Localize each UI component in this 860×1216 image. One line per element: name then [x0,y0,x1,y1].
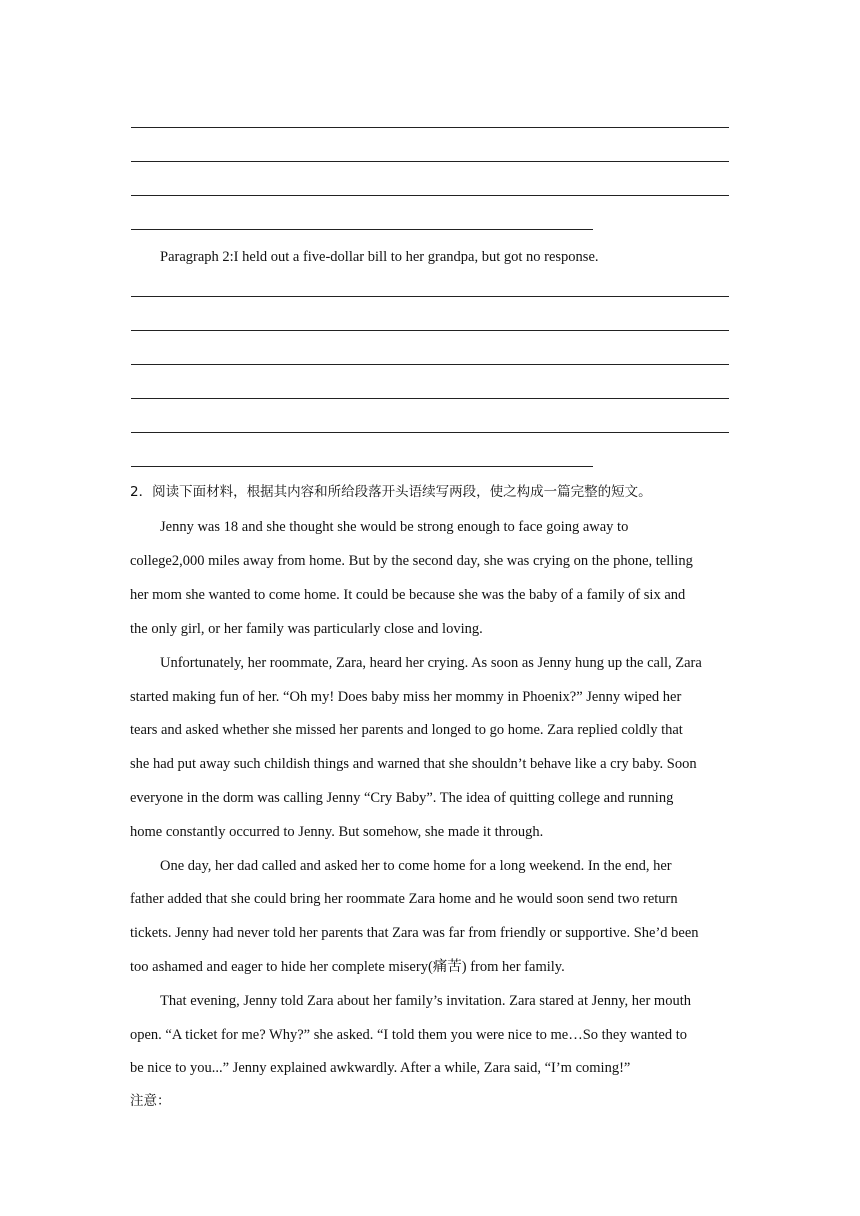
passage-line: open. “A ticket for me? Why?” she asked. “I told them you were nice to me…So they wanted to [130,1027,688,1043]
passage-line: tickets. Jenny had never told her parents that Zara was far from friendly or supportive. She’d been [130,925,699,941]
answer-line[interactable] [131,127,729,128]
passage-line: That evening, Jenny told Zara about her family’s invitation. Zara stared at Jenny, her mouth [160,993,691,1009]
passage-line: started making fun of her. “Oh my! Does baby miss her mommy in Phoenix?” Jenny wiped her [130,689,682,705]
answer-line[interactable] [131,466,593,467]
answer-line[interactable] [131,161,729,162]
passage-line: One day, her dad called and asked her to come home for a long weekend. In the end, her [160,858,672,874]
answer-line[interactable] [131,229,593,230]
passage-line: tears and asked whether she missed her parents and longed to go home. Zara replied coldly that [130,722,683,738]
passage-line: the only girl, or her family was particularly close and loving. [130,621,483,637]
passage-line: be nice to you...” Jenny explained awkwardly. After a while, Zara said, “I’m coming!” [130,1060,631,1076]
passage-line: Unfortunately, her roommate, Zara, heard her crying. As soon as Jenny hung up the call, Zara [160,655,702,671]
passage-line: Jenny was 18 and she thought she would be strong enough to face going away to [160,519,629,535]
passage-line: her mom she wanted to come home. It could be because she was the baby of a family of six and [130,587,686,603]
passage-line: everyone in the dorm was calling Jenny “Cry Baby”. The idea of quitting college and running [130,790,674,806]
passage-line: she had put away such childish things and warned that she shouldn’t behave like a cry baby. Soon [130,756,697,772]
passage-line: too ashamed and eager to hide her complete misery(痛苦) from her family. [130,959,565,975]
answer-line[interactable] [131,364,729,365]
paragraph-2-prompt: Paragraph 2:I held out a five-dollar bill to her grandpa, but got no response. [160,249,599,265]
passage-line: college2,000 miles away from home. But by the second day, she was crying on the phone, telling [130,553,693,569]
answer-line[interactable] [131,296,729,297]
answer-line[interactable] [131,432,729,433]
passage-line: father added that she could bring her roommate Zara home and he would soon send two return [130,891,678,907]
answer-line[interactable] [131,330,729,331]
answer-line[interactable] [131,398,729,399]
passage-line: home constantly occurred to Jenny. But somehow, she made it through. [130,824,544,840]
answer-line[interactable] [131,195,729,196]
question-2-heading: 2．阅读下面材料，根据其内容和所给段落开头语续写两段，使之构成一篇完整的短文。 [130,484,652,500]
note-label: 注意： [130,1093,171,1109]
